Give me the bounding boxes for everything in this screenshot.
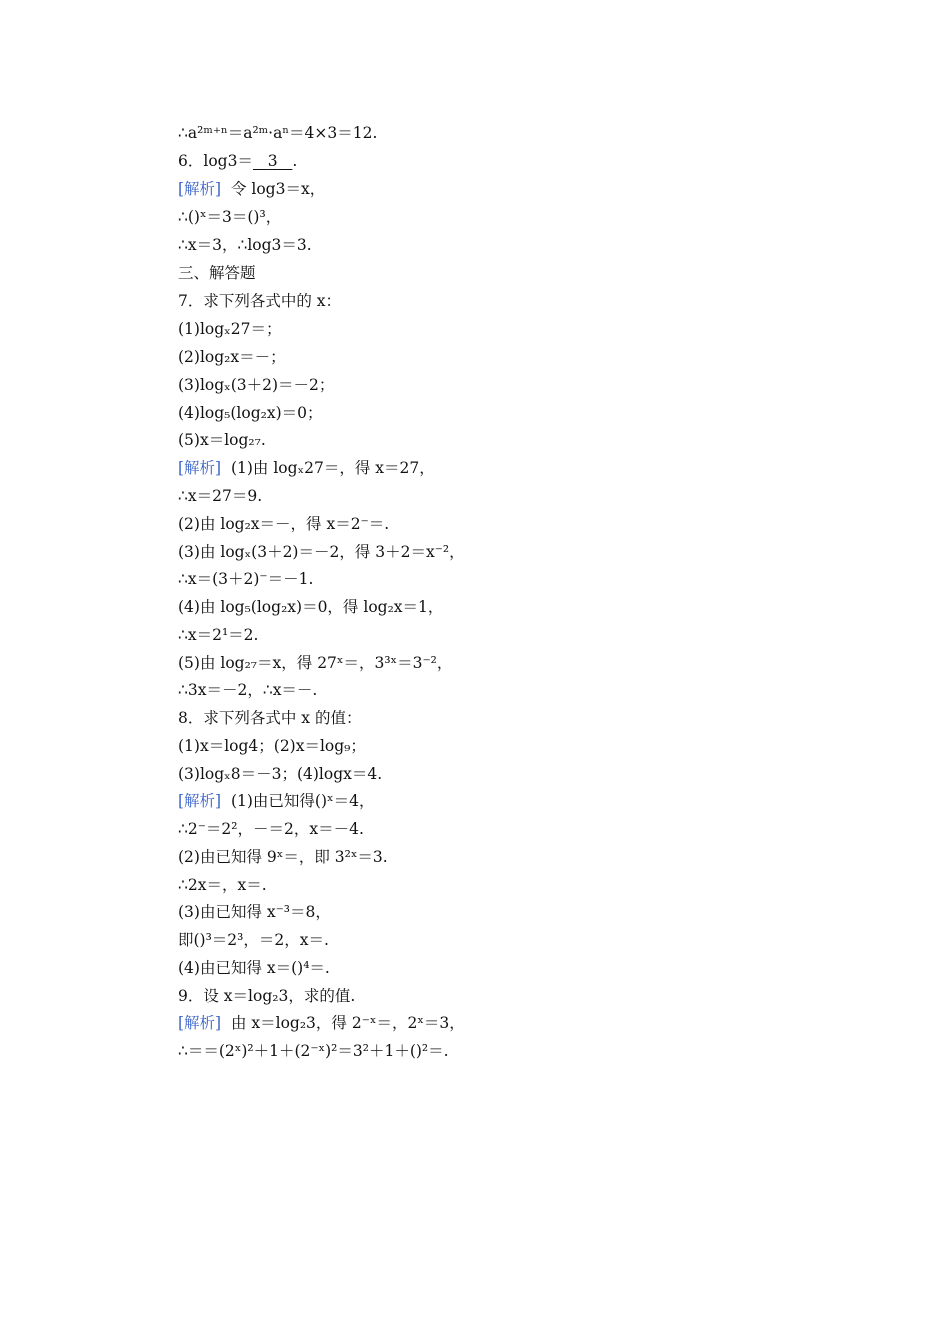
text-line: ∴2x＝，x＝. bbox=[178, 876, 267, 894]
analysis-tag: [解析] bbox=[178, 792, 222, 810]
solution-line bbox=[178, 458, 918, 478]
solution-line bbox=[178, 179, 918, 199]
text-line: ∴()ˣ＝3＝()³， bbox=[178, 208, 282, 226]
question-9-stem: 9．设 x＝log₂3，求的值. bbox=[178, 987, 356, 1005]
text-line: (3)logₓ(3＋2)＝－2； bbox=[178, 376, 335, 394]
text-line: (3)logₓ8＝－3；(4)logx＝4. bbox=[178, 765, 383, 783]
text-line: (3)由 logₓ(3＋2)＝－2，得 3＋2＝x⁻²， bbox=[178, 543, 465, 561]
answer-blank bbox=[253, 152, 292, 170]
text-line: (4)由已知得 x＝()⁴＝. bbox=[178, 959, 330, 977]
text-line: (5)由 log₂₇＝x，得 27ˣ＝，3³ˣ＝3⁻²， bbox=[178, 654, 453, 672]
text-line: (5)x＝log₂₇. bbox=[178, 431, 266, 449]
text-line: 即()³＝2³，＝2，x＝. bbox=[178, 931, 329, 949]
solution-text: 由 x＝log₂3，得 2⁻ˣ＝，2ˣ＝3， bbox=[230, 1014, 465, 1032]
text-line: ∴a²ᵐ⁺ⁿ＝a²ᵐ·aⁿ＝4×3＝12. bbox=[178, 124, 378, 142]
text-line: ∴x＝(3＋2)⁻＝－1. bbox=[178, 570, 314, 588]
text-line: (4)由 log₅(log₂x)＝0，得 log₂x＝1， bbox=[178, 598, 444, 616]
analysis-tag: [解析] bbox=[178, 180, 222, 198]
analysis-tag: [解析] bbox=[178, 459, 222, 477]
text-line: (1)x＝log4；(2)x＝log₉； bbox=[178, 737, 366, 755]
text-line: ∴x＝27＝9. bbox=[178, 487, 263, 505]
question-6-stem: 6．log3＝ bbox=[178, 152, 253, 170]
text-line: (1)logₓ27＝； bbox=[178, 320, 282, 338]
question-6 bbox=[178, 151, 918, 171]
question-8-stem: 8．求下列各式中 x 的值： bbox=[178, 709, 362, 727]
solution-text: (1)由 logₓ27＝，得 x＝27， bbox=[230, 459, 435, 477]
solution-text: (1)由已知得()ˣ＝4， bbox=[230, 792, 375, 810]
text-line: (2)log₂x＝－； bbox=[178, 348, 286, 366]
text-line: (3)由已知得 x⁻³＝8， bbox=[178, 903, 331, 921]
text-line: ∴＝＝(2ˣ)²＋1＋(2⁻ˣ)²＝3²＋1＋()²＝. bbox=[178, 1042, 449, 1060]
text-line: ∴2⁻＝2²，－＝2，x＝－4. bbox=[178, 820, 364, 838]
text-line: ∴3x＝－2，∴x＝－. bbox=[178, 681, 318, 699]
text-line: (2)由 log₂x＝－，得 x＝2⁻＝. bbox=[178, 515, 390, 533]
answer-blank-value: 3 bbox=[267, 152, 278, 170]
solution-line bbox=[178, 1013, 918, 1033]
solution-line bbox=[178, 791, 918, 811]
question-6-period: . bbox=[292, 152, 298, 170]
question-7-stem: 7．求下列各式中的 x： bbox=[178, 292, 342, 310]
section-heading: 三、解答题 bbox=[178, 264, 256, 282]
analysis-tag: [解析] bbox=[178, 1014, 222, 1032]
text-line: ∴x＝2¹＝2. bbox=[178, 626, 259, 644]
text-line: ∴x＝3，∴log3＝3. bbox=[178, 236, 312, 254]
solution-text: 令 log3＝x， bbox=[230, 180, 326, 198]
text-line: (2)由已知得 9ˣ＝，即 3²ˣ＝3. bbox=[178, 848, 388, 866]
text-line: (4)log₅(log₂x)＝0； bbox=[178, 404, 323, 422]
